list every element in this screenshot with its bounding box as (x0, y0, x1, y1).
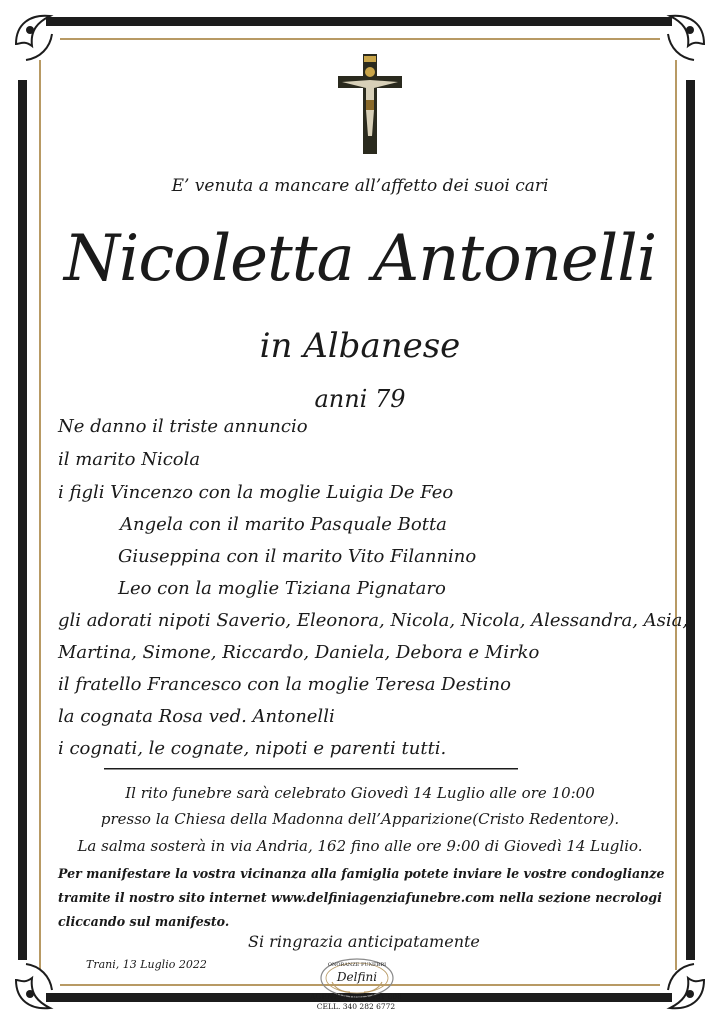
mourner-line: la cognata Rosa ved. Antonelli (58, 706, 335, 727)
funeral-rite-line: presso la Chiesa della Madonna dell’Apparizione(Cristo Redentore). (100, 810, 620, 828)
condolence-notice-line: tramite il nostro sito internet www.delfiniagenziafunebre.com nella sezione necrologi (58, 890, 662, 905)
mourner-line: Ne danno il triste annuncio (58, 416, 308, 437)
mourner-line: Leo con la moglie Tiziana Pignataro (118, 578, 446, 599)
married-name: in Albanese (259, 326, 461, 366)
mourner-line: il marito Nicola (58, 449, 201, 470)
mourner-line: gli adorati nipoti Saverio, Eleonora, Nicola, Nicola, Alessandra, Asia, (58, 610, 689, 631)
funeral-rite-line: Il rito funebre sarà celebrato Giovedì 14 Luglio alle ore 10:00 (125, 784, 595, 802)
condolence-notice-line: cliccando sul manifesto. (58, 914, 230, 929)
deceased-name: Nicoletta Antonelli (63, 222, 657, 296)
mourner-line: Martina, Simone, Riccardo, Daniela, Debora e Mirko (58, 642, 540, 663)
logo-brand: Delfini (336, 970, 378, 984)
thanks-text: Si ringrazia anticipatamente (248, 932, 480, 951)
age: anni 79 (314, 385, 406, 413)
place-date: Trani, 13 Luglio 2022 (86, 958, 207, 971)
mourner-line: il fratello Francesco con la moglie Teresa Destino (58, 674, 511, 695)
crucifix-icon (334, 50, 406, 158)
intro-text: E’ venuta a mancare all’affetto dei suoi cari (171, 176, 549, 196)
mourner-line: Giuseppina con il marito Vito Filannino (118, 546, 477, 567)
condolence-notice-line: Per manifestare la vostra vicinanza alla famiglia potete inviare le vostre condoglianze (58, 866, 665, 881)
mourner-line: i figli Vincenzo con la moglie Luigia De Feo (58, 482, 454, 503)
agency-mobile: CELL. 340 282 6772 (316, 1002, 396, 1011)
agency-phone: AGENZIA 0883 481 608 (310, 992, 402, 1001)
funeral-rite-line: La salma sosterà in via Andria, 162 fino alle ore 9:00 di Giovedì 14 Luglio. (77, 837, 643, 855)
mourner-line: Angela con il marito Pasquale Botta (120, 514, 447, 535)
mourner-line: i cognati, le cognate, nipoti e parenti tutti. (58, 738, 447, 759)
logo-tagline: ONORANZE FUNEBRI (327, 962, 387, 968)
